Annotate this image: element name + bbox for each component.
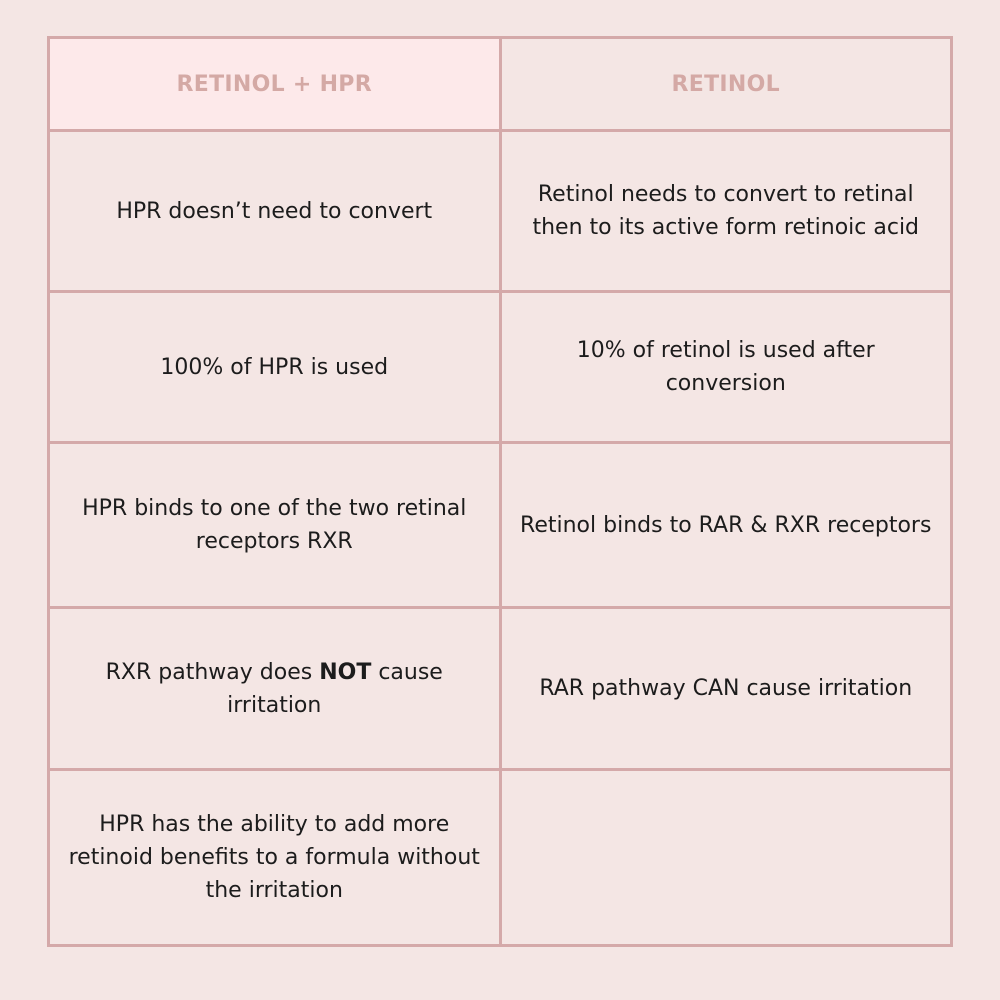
retinol-cell: Retinol needs to convert to retinal then to its active form retinoic acid (500, 131, 952, 292)
hpr-cell: HPR doesn’t need to convert (49, 131, 501, 292)
header-retinol-hpr: RETINOL + HPR (49, 38, 501, 131)
hpr-cell: 100% of HPR is used (49, 292, 501, 443)
table-row (49, 443, 952, 608)
comparison-table (47, 36, 953, 947)
hpr-text-before: RXR pathway does (105, 659, 320, 685)
retinol-cell: RAR pathway CAN cause irritation (500, 608, 952, 770)
hpr-cell (49, 608, 501, 770)
table-row (49, 292, 952, 443)
header-retinol: RETINOL (500, 38, 952, 131)
table-row (49, 770, 952, 946)
retinol-cell-empty (500, 770, 952, 946)
header-row (49, 38, 952, 131)
retinol-cell: 10% of retinol is used after conversion (500, 292, 952, 443)
retinol-cell: Retinol binds to RAR & RXR receptors (500, 443, 952, 608)
table-row (49, 131, 952, 292)
hpr-cell: HPR binds to one of the two retinal receptors RXR (49, 443, 501, 608)
hpr-text-after: cause irritation (227, 659, 443, 718)
hpr-text-emphasis: NOT (319, 659, 372, 685)
hpr-cell: HPR has the ability to add more retinoid benefits to a formula without the irritation (49, 770, 501, 946)
table-row (49, 608, 952, 770)
